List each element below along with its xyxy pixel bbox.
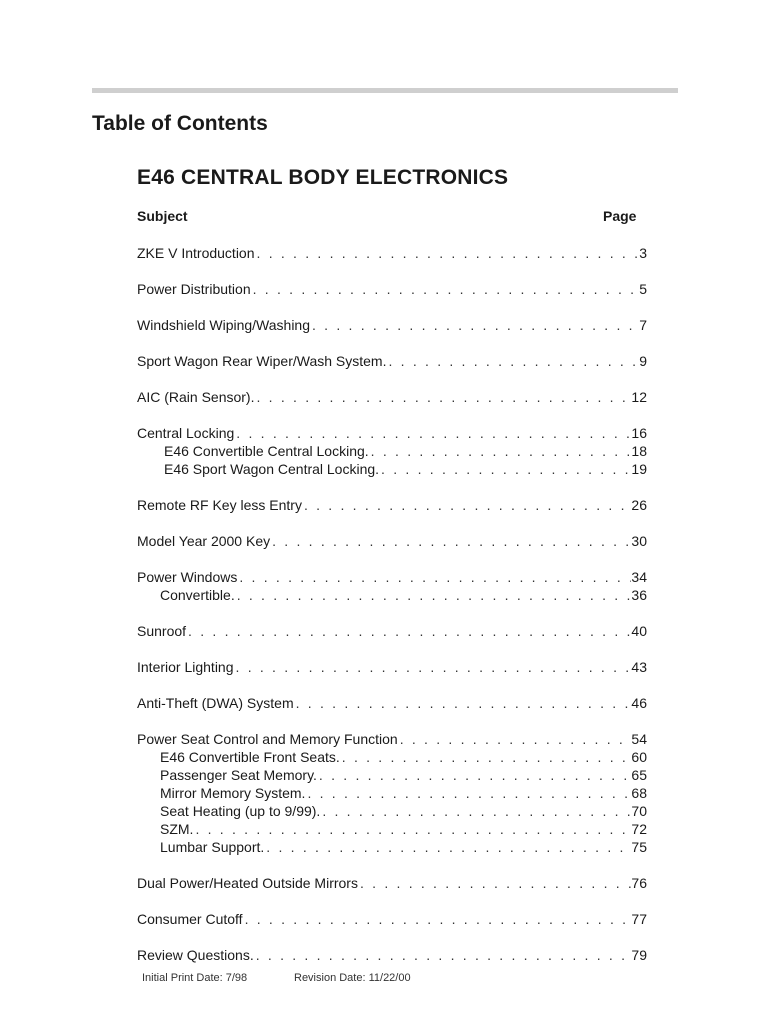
toc-entry-label: Consumer Cutoff <box>137 911 243 927</box>
subject-column-header: Subject <box>137 208 188 224</box>
toc-entry-page: 68 <box>631 785 647 801</box>
toc-entry <box>137 280 647 298</box>
dot-leader <box>237 568 631 586</box>
toc-entry-page: 76 <box>631 875 647 891</box>
toc-entry <box>137 694 647 712</box>
toc-entry-label: Windshield Wiping/Washing <box>137 317 310 333</box>
toc-subentry <box>164 460 647 478</box>
dot-leader <box>317 766 632 784</box>
toc-subentry <box>160 802 647 820</box>
dot-leader <box>310 316 639 334</box>
document-title: E46 CENTRAL BODY ELECTRONICS <box>137 166 509 189</box>
toc-entry-label: Anti-Theft (DWA) System <box>137 695 294 711</box>
dot-leader <box>305 784 631 802</box>
toc-entry <box>137 568 647 586</box>
toc-entry-label: Central Locking <box>137 425 235 441</box>
dot-leader <box>302 496 631 514</box>
toc-entry <box>137 658 647 676</box>
toc-entry <box>137 532 647 550</box>
toc-subentry <box>160 766 647 784</box>
header-rule <box>92 88 678 93</box>
toc-entry <box>137 730 647 748</box>
dot-leader <box>320 802 631 820</box>
toc-entry <box>137 244 647 262</box>
toc-entry <box>137 496 647 514</box>
toc-entry-label: ZKE V Introduction <box>137 245 255 261</box>
toc-entry-label: Convertible. <box>160 587 235 603</box>
toc-entry-page: 12 <box>631 389 647 405</box>
dot-leader <box>358 874 631 892</box>
dot-leader <box>254 946 632 964</box>
dot-leader <box>340 748 632 766</box>
toc-entry-label: Remote RF Key less Entry <box>137 497 302 513</box>
toc-entry-page: 75 <box>631 839 647 855</box>
toc-entry-page: 72 <box>631 821 647 837</box>
dot-leader <box>369 442 632 460</box>
dot-leader <box>294 694 632 712</box>
toc-entry-page: 18 <box>631 443 647 459</box>
toc-entry <box>137 352 647 370</box>
toc-entry <box>137 622 647 640</box>
toc-entry <box>137 874 647 892</box>
toc-entry-label: Review Questions. <box>137 947 254 963</box>
toc-entry-page: 3 <box>639 245 647 261</box>
toc-entry-label: Dual Power/Heated Outside Mirrors <box>137 875 358 891</box>
dot-leader <box>379 460 631 478</box>
revision-date: Revision Date: 11/22/00 <box>294 972 411 984</box>
toc-entry <box>137 316 647 334</box>
dot-leader <box>243 910 632 928</box>
toc-entry-label: Lumbar Support. <box>160 839 265 855</box>
toc-entry-page: 65 <box>631 767 647 783</box>
dot-leader <box>234 424 631 442</box>
toc-entry-label: SZM. <box>160 821 194 837</box>
toc-entry-label: Power Seat Control and Memory Function <box>137 731 398 747</box>
toc-entry <box>137 946 647 964</box>
toc-entry-page: 79 <box>631 947 647 963</box>
toc-entry-label: Passenger Seat Memory. <box>160 767 317 783</box>
toc-entry-label: E46 Convertible Front Seats. <box>160 749 340 765</box>
toc-entry-label: Interior Lighting <box>137 659 234 675</box>
toc-entry-page: 43 <box>631 659 647 675</box>
toc-entry-page: 36 <box>631 587 647 603</box>
toc-entry-page: 60 <box>631 749 647 765</box>
toc-entry-page: 46 <box>631 695 647 711</box>
dot-leader <box>193 820 631 838</box>
dot-leader <box>251 280 640 298</box>
initial-print-date: Initial Print Date: 7/98 <box>142 972 248 984</box>
toc-subentry <box>160 586 647 604</box>
dot-leader <box>270 532 631 550</box>
toc-entry <box>137 424 647 442</box>
toc-entry <box>137 388 647 406</box>
toc-entry-page: 26 <box>631 497 647 513</box>
dot-leader <box>254 388 631 406</box>
toc-entry-label: Sport Wagon Rear Wiper/Wash System. <box>137 353 387 369</box>
toc-entry-page: 7 <box>639 317 647 333</box>
toc-entry-page: 30 <box>631 533 647 549</box>
toc-entry-page: 5 <box>639 281 647 297</box>
toc-entry <box>137 910 647 928</box>
dot-leader <box>234 658 632 676</box>
toc-subentry <box>160 820 647 838</box>
toc-entry-page: 54 <box>631 731 647 747</box>
toc-entry-page: 9 <box>639 353 647 369</box>
toc-entry-page: 16 <box>631 425 647 441</box>
toc-entry-label: Model Year 2000 Key <box>137 533 271 549</box>
toc-entry-page: 77 <box>631 911 647 927</box>
toc-entry-label: Power Windows <box>137 569 238 585</box>
toc-entry-label: Power Distribution <box>137 281 251 297</box>
toc-subentry <box>160 838 647 856</box>
toc-entry-label: Mirror Memory System. <box>160 785 306 801</box>
toc-entry-label: E46 Sport Wagon Central Locking. <box>164 461 380 477</box>
dot-leader <box>235 586 632 604</box>
toc-entry-label: AIC (Rain Sensor). <box>137 389 255 405</box>
page-column-header: Page <box>603 208 637 224</box>
toc-subentry <box>160 784 647 802</box>
dot-leader <box>186 622 631 640</box>
toc-entry-page: 19 <box>631 461 647 477</box>
toc-entry-page: 34 <box>631 569 647 585</box>
dot-leader <box>264 838 631 856</box>
toc-entry-label: Seat Heating (up to 9/99). <box>160 803 321 819</box>
toc-subentry <box>160 748 647 766</box>
toc-entry-page: 40 <box>631 623 647 639</box>
dot-leader <box>398 730 632 748</box>
toc-entry-page: 70 <box>631 803 647 819</box>
toc-title: Table of Contents <box>92 112 268 135</box>
toc-subentry <box>164 442 647 460</box>
dot-leader <box>386 352 639 370</box>
toc-entry-label: Sunroof <box>137 623 187 639</box>
toc-entry-label: E46 Convertible Central Locking. <box>164 443 369 459</box>
dot-leader <box>255 244 640 262</box>
